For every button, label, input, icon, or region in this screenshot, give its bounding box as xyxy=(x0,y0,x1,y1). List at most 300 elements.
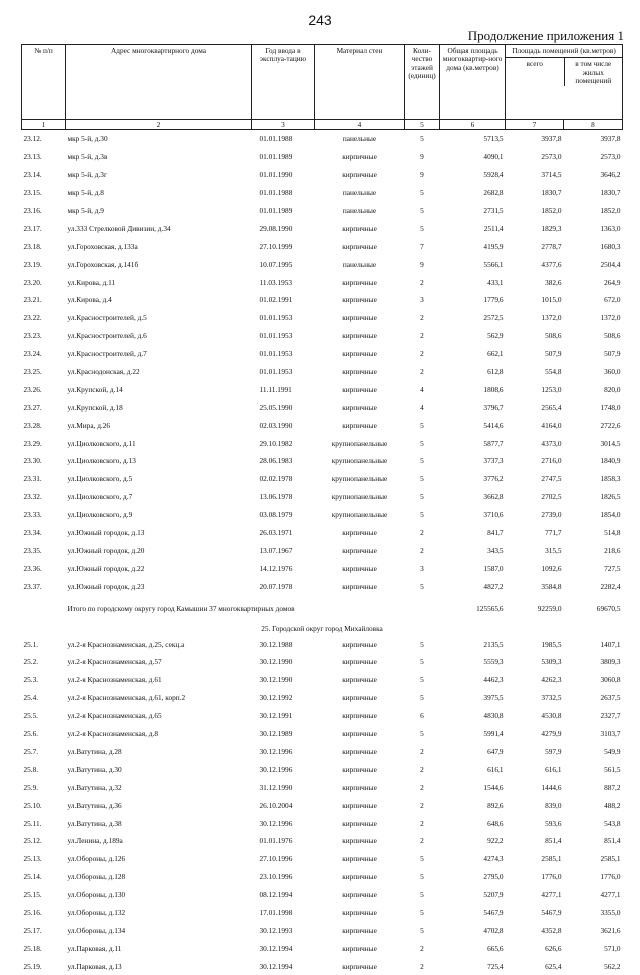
header-address: Адрес многоквартирного дома xyxy=(66,45,252,120)
row-floors: 2 xyxy=(420,313,424,323)
row-number: 23.28. xyxy=(23,420,42,430)
row-number: 25.15. xyxy=(23,890,42,900)
row-floors: 2 xyxy=(420,331,424,341)
row-address: ул.Циолковского, д.7 xyxy=(67,492,133,502)
row-area-all: 2716,0 xyxy=(541,456,562,466)
row-number: 23.24. xyxy=(23,349,42,359)
row-floors: 2 xyxy=(420,943,424,953)
row-area-all: 4377,6 xyxy=(541,259,562,269)
row-area-living: 1372,0 xyxy=(600,313,621,323)
row-area-living: 1858,3 xyxy=(600,474,621,484)
row-year: 20.07.1978 xyxy=(259,581,293,591)
row-address: ул.Обороны, д.126 xyxy=(67,854,126,864)
row-year: 27.10.1996 xyxy=(259,854,293,864)
header-premises: Площадь помещений (кв.метров) xyxy=(505,45,623,58)
row-area-all: 625,4 xyxy=(545,961,562,971)
row-address: мкр 5-й, д.8 xyxy=(67,188,104,198)
row-area-all: 2565,4 xyxy=(541,402,562,412)
row-material: кирпичные xyxy=(342,836,377,846)
row-year: 30.12.1988 xyxy=(259,639,293,649)
header-material: Материал стен xyxy=(315,45,405,120)
row-number: 25.4. xyxy=(23,693,39,703)
header-num: № п/п xyxy=(22,45,66,120)
row-floors: 5 xyxy=(420,438,424,448)
row-year: 01.01.1989 xyxy=(259,206,293,215)
row-area-living: 887,2 xyxy=(604,782,621,792)
row-area-all: 2778,7 xyxy=(541,241,562,251)
row-address: мкр 5-й, д.3в xyxy=(67,152,108,162)
row-area-living: 727,5 xyxy=(604,563,621,573)
section-title: 25. Городской округ город Михайловка xyxy=(261,623,383,633)
row-address: ул.Кирова, д.11 xyxy=(67,277,116,287)
row-floors: 2 xyxy=(420,277,424,287)
row-area-living: 1852,0 xyxy=(600,206,621,215)
table-row xyxy=(22,416,623,434)
table-row xyxy=(22,434,623,452)
row-number: 25.14. xyxy=(23,872,42,882)
row-area-all: 3732,5 xyxy=(541,693,562,703)
row-total-area: 4090,1 xyxy=(483,152,504,162)
row-area-all: 1015,0 xyxy=(541,295,562,305)
row-area-living: 1680,3 xyxy=(600,241,621,251)
row-floors: 5 xyxy=(420,420,424,430)
table-row xyxy=(22,743,623,761)
row-year: 13.06.1978 xyxy=(259,492,293,502)
row-area-all: 2585,1 xyxy=(541,854,562,864)
row-year: 30.12.1993 xyxy=(259,925,293,935)
row-material: кирпичные xyxy=(342,331,377,341)
row-number: 23.36. xyxy=(23,563,42,573)
row-area-all: 3714,5 xyxy=(541,170,562,180)
row-area-all: 626,6 xyxy=(545,943,562,953)
row-area-living: 3809,3 xyxy=(600,657,621,667)
row-area-all: 554,8 xyxy=(545,367,562,377)
total-living-sum: 69670,5 xyxy=(596,603,621,613)
row-floors: 5 xyxy=(420,134,424,144)
row-number: 23.15. xyxy=(23,188,42,198)
row-area-all: 616,1 xyxy=(545,764,562,774)
row-year: 08.12.1994 xyxy=(259,890,293,900)
row-year: 17.01.1998 xyxy=(259,907,293,917)
row-year: 03.08.1979 xyxy=(259,510,293,520)
row-area-living: 1407,1 xyxy=(600,639,621,649)
row-area-all: 2747,5 xyxy=(541,474,562,484)
table-row xyxy=(22,725,623,743)
row-address: ул.2-я Краснознаменская, д.61 xyxy=(67,675,162,685)
row-year: 30.12.1991 xyxy=(259,711,293,721)
row-area-all: 2739,0 xyxy=(541,510,562,520)
row-floors: 2 xyxy=(420,961,424,971)
row-area-all: 4262,3 xyxy=(541,675,562,685)
row-floors: 5 xyxy=(420,872,424,882)
table-row xyxy=(22,452,623,470)
table-row xyxy=(22,653,623,671)
row-address: ул.Гороховская, д.133а xyxy=(67,241,138,251)
row-year: 30.12.1996 xyxy=(259,818,293,828)
row-area-living: 1854,0 xyxy=(600,510,621,520)
row-number: 23.31. xyxy=(23,474,42,484)
row-number: 23.17. xyxy=(23,223,42,233)
row-address: ул.2-я Краснознаменская, д.65 xyxy=(67,711,162,721)
table-row xyxy=(22,939,623,957)
row-material: кирпичные xyxy=(342,402,377,412)
table-row xyxy=(22,635,623,653)
column-number: 5 xyxy=(405,120,440,130)
row-year: 30.12.1990 xyxy=(259,675,293,685)
row-address: ул.Крупской, д.18 xyxy=(67,402,123,412)
row-total-area: 4274,3 xyxy=(483,854,504,864)
row-year: 01.01.1953 xyxy=(259,367,293,377)
row-number: 25.2. xyxy=(23,657,39,667)
row-number: 25.6. xyxy=(23,729,39,739)
row-number: 25.17. xyxy=(23,925,42,935)
row-floors: 5 xyxy=(420,188,424,198)
row-address: ул.Парковая, д.13 xyxy=(67,961,122,971)
row-total-area: 1779,6 xyxy=(483,295,504,305)
row-year: 02.03.1990 xyxy=(259,420,293,430)
table-row xyxy=(22,814,623,832)
row-floors: 5 xyxy=(420,206,424,215)
row-area-living: 2327,7 xyxy=(600,711,621,721)
row-floors: 5 xyxy=(420,492,424,502)
table-row xyxy=(22,309,623,327)
row-area-living: 851,4 xyxy=(604,836,621,846)
row-year: 01.01.1990 xyxy=(259,170,293,180)
row-material: панельные xyxy=(342,188,377,198)
housing-table xyxy=(21,44,623,975)
table-row xyxy=(22,832,623,850)
column-number: 3 xyxy=(252,120,315,130)
row-number: 25.1. xyxy=(23,639,39,649)
row-floors: 9 xyxy=(420,259,424,269)
row-material: панельные xyxy=(342,259,377,269)
table-row xyxy=(22,886,623,904)
row-number: 25.12. xyxy=(23,836,42,846)
row-floors: 2 xyxy=(420,349,424,359)
row-area-living: 562,2 xyxy=(604,961,621,971)
row-number: 23.32. xyxy=(23,492,42,502)
row-number: 23.29. xyxy=(23,438,42,448)
row-material: кирпичные xyxy=(342,764,377,774)
row-floors: 5 xyxy=(420,729,424,739)
row-area-all: 508,6 xyxy=(545,331,562,341)
row-material: крупнопанельные xyxy=(331,492,388,502)
row-address: ул.Обороны, д.130 xyxy=(67,890,126,900)
row-area-living: 543,8 xyxy=(604,818,621,828)
table-row xyxy=(22,541,623,559)
row-address: ул.2-я Краснознаменская, д.25, секц.а xyxy=(67,639,185,649)
row-year: 26.10.2004 xyxy=(259,800,293,810)
row-total-area: 3776,2 xyxy=(483,474,504,484)
table-row xyxy=(22,957,623,975)
row-total-area: 5991,4 xyxy=(483,729,504,739)
continuation-label: Продолжение приложения 1 xyxy=(467,28,624,43)
row-address: ул.Ватутина, д.30 xyxy=(67,764,122,774)
column-number: 8 xyxy=(564,120,623,130)
row-material: кирпичные xyxy=(342,925,377,935)
row-number: 23.37. xyxy=(23,581,42,591)
row-total-area: 4702,8 xyxy=(483,925,504,935)
row-area-living: 1830,7 xyxy=(600,188,621,198)
row-address: мкр 5-й, д.3г xyxy=(67,170,107,180)
row-year: 01.01.1953 xyxy=(259,331,293,341)
row-area-living: 2637,5 xyxy=(600,693,621,703)
row-address: ул.Обороны, д.132 xyxy=(67,907,126,917)
row-year: 23.10.1996 xyxy=(259,872,293,882)
row-number: 23.16. xyxy=(23,206,42,215)
total-area-sum: 125565,6 xyxy=(476,603,504,613)
table-row xyxy=(22,380,623,398)
column-number: 4 xyxy=(315,120,405,130)
header-row xyxy=(22,45,623,120)
row-year: 01.01.1976 xyxy=(259,836,293,846)
row-material: кирпичные xyxy=(342,746,377,756)
row-address: ул.Ватутина, д.36 xyxy=(67,800,122,810)
row-floors: 2 xyxy=(420,367,424,377)
row-number: 23.19. xyxy=(23,259,42,269)
row-floors: 5 xyxy=(420,657,424,667)
row-area-all: 597,9 xyxy=(545,746,562,756)
row-address: ул.Ватутина, д.32 xyxy=(67,782,122,792)
table-row xyxy=(22,148,623,166)
row-floors: 5 xyxy=(420,639,424,649)
row-floors: 2 xyxy=(420,545,424,555)
row-area-living: 2722,6 xyxy=(600,420,621,430)
row-area-living: 488,2 xyxy=(604,800,621,810)
row-address: ул.Краснодонская, д.22 xyxy=(67,367,140,377)
row-floors: 5 xyxy=(420,925,424,935)
row-area-all: 4279,9 xyxy=(541,729,562,739)
row-address: ул.Ватутина, д.38 xyxy=(67,818,122,828)
row-area-all: 4277,1 xyxy=(541,890,562,900)
table-row xyxy=(22,398,623,416)
table-row xyxy=(22,577,623,595)
row-area-living: 264,9 xyxy=(604,277,621,287)
row-total-area: 4195,9 xyxy=(483,241,504,251)
row-total-area: 5928,4 xyxy=(483,170,504,180)
row-address: ул.Циолковского, д.13 xyxy=(67,456,136,466)
row-total-area: 3737,3 xyxy=(483,456,504,466)
row-address: ул.Ленина, д.189а xyxy=(67,836,123,846)
row-total-area: 5877,7 xyxy=(483,438,504,448)
row-total-area: 3710,6 xyxy=(483,510,504,520)
row-area-living: 3621,6 xyxy=(600,925,621,935)
row-material: крупнопанельные xyxy=(331,474,388,484)
row-floors: 2 xyxy=(420,528,424,538)
row-material: панельные xyxy=(342,134,377,144)
row-year: 01.01.1989 xyxy=(259,152,293,162)
row-total-area: 616,1 xyxy=(487,764,504,774)
row-number: 23.34. xyxy=(23,528,42,538)
row-area-living: 3646,2 xyxy=(600,170,621,180)
row-floors: 5 xyxy=(420,907,424,917)
row-total-area: 3975,5 xyxy=(483,693,504,703)
row-material: кирпичные xyxy=(342,528,377,538)
row-area-living: 514,8 xyxy=(604,528,621,538)
row-area-living: 820,0 xyxy=(604,384,621,394)
table-row xyxy=(22,130,623,148)
row-material: кирпичные xyxy=(342,675,377,685)
total-label: Итого по городскому округу город Камышин 37 многоквартирных домов xyxy=(67,603,295,613)
row-area-all: 3584,8 xyxy=(541,581,562,591)
row-floors: 2 xyxy=(420,764,424,774)
row-year: 02.02.1978 xyxy=(259,474,293,484)
row-address: ул.333 Стрелковой Дивизии, д.34 xyxy=(67,223,171,233)
row-area-all: 1444,6 xyxy=(541,782,562,792)
row-area-all: 3937,8 xyxy=(541,134,562,144)
row-area-all: 1092,6 xyxy=(541,563,562,573)
row-year: 14.12.1976 xyxy=(259,563,293,573)
row-address: ул.Крупской, д.14 xyxy=(67,384,123,394)
row-total-area: 4830,8 xyxy=(483,711,504,721)
row-total-area: 922,2 xyxy=(487,836,504,846)
section-row xyxy=(22,621,623,635)
table-row xyxy=(22,707,623,725)
row-total-area: 2135,5 xyxy=(483,639,504,649)
row-number: 23.30. xyxy=(23,456,42,466)
row-year: 28.06.1983 xyxy=(259,456,293,466)
row-year: 01.01.1953 xyxy=(259,349,293,359)
row-total-area: 662,1 xyxy=(487,349,504,359)
row-year: 10.07.1995 xyxy=(259,259,293,269)
row-number: 25.18. xyxy=(23,943,42,953)
table-row xyxy=(22,778,623,796)
row-area-living: 1776,0 xyxy=(600,872,621,882)
row-number: 25.16. xyxy=(23,907,42,917)
row-material: кирпичные xyxy=(342,295,377,305)
row-material: кирпичные xyxy=(342,545,377,555)
row-address: ул.Кирова, д.4 xyxy=(67,295,112,305)
row-number: 25.3. xyxy=(23,675,39,685)
row-total-area: 2572,5 xyxy=(483,313,504,323)
row-area-all: 1852,0 xyxy=(541,206,562,215)
row-area-all: 382,6 xyxy=(545,277,562,287)
row-number: 25.5. xyxy=(23,711,39,721)
row-total-area: 647,9 xyxy=(487,746,504,756)
row-number: 23.35. xyxy=(23,545,42,555)
header-total-area: Общая площадь многоквартир-ного дома (кв.метров) xyxy=(440,45,506,120)
row-number: 23.22. xyxy=(23,313,42,323)
row-floors: 9 xyxy=(420,170,424,180)
row-material: кирпичные xyxy=(342,872,377,882)
row-area-living: 508,6 xyxy=(604,331,621,341)
row-material: кирпичные xyxy=(342,711,377,721)
row-area-living: 2282,4 xyxy=(600,581,621,591)
header-floors: Коли-чество этажей (единиц) xyxy=(405,45,440,120)
row-floors: 5 xyxy=(420,890,424,900)
row-year: 30.12.1994 xyxy=(259,943,293,953)
row-floors: 7 xyxy=(420,241,424,251)
row-material: кирпичные xyxy=(342,349,377,359)
row-area-living: 4277,1 xyxy=(600,890,621,900)
row-total-area: 4462,3 xyxy=(483,675,504,685)
row-area-living: 2585,1 xyxy=(600,854,621,864)
row-material: кирпичные xyxy=(342,943,377,953)
row-number: 23.18. xyxy=(23,241,42,251)
row-floors: 2 xyxy=(420,782,424,792)
row-year: 01.01.1953 xyxy=(259,313,293,323)
row-year: 30.12.1989 xyxy=(259,729,293,739)
row-material: кирпичные xyxy=(342,657,377,667)
row-material: кирпичные xyxy=(342,729,377,739)
row-total-area: 3662,8 xyxy=(483,492,504,502)
row-floors: 2 xyxy=(420,800,424,810)
row-area-all: 315,5 xyxy=(545,545,562,555)
row-area-living: 2573,0 xyxy=(600,152,621,162)
row-total-area: 5566,1 xyxy=(483,259,504,269)
row-floors: 4 xyxy=(420,384,424,394)
row-number: 23.14. xyxy=(23,170,42,180)
row-total-area: 665,6 xyxy=(487,943,504,953)
row-floors: 4 xyxy=(420,402,424,412)
row-total-area: 2731,5 xyxy=(483,206,504,215)
row-area-living: 507,9 xyxy=(604,349,621,359)
row-material: кирпичные xyxy=(342,890,377,900)
column-number-row xyxy=(22,120,623,130)
row-total-area: 2511,4 xyxy=(483,223,504,233)
row-address: ул.2-я Краснознаменская, д.61, корп.2 xyxy=(67,693,186,703)
row-area-all: 1776,0 xyxy=(541,872,562,882)
row-floors: 5 xyxy=(420,581,424,591)
row-address: ул.Южный городок, д.13 xyxy=(67,528,145,538)
row-area-living: 571,0 xyxy=(604,943,621,953)
table-row xyxy=(22,760,623,778)
row-total-area: 5467,9 xyxy=(483,907,504,917)
row-address: ул.Ватутина, д.28 xyxy=(67,746,122,756)
row-area-all: 4164,0 xyxy=(541,420,562,430)
row-material: кирпичные xyxy=(342,961,377,971)
row-floors: 5 xyxy=(420,510,424,520)
row-area-living: 218,6 xyxy=(604,545,621,555)
row-year: 01.01.1988 xyxy=(259,188,293,198)
table-row xyxy=(22,506,623,524)
row-year: 01.01.1988 xyxy=(259,134,293,144)
table-row xyxy=(22,850,623,868)
row-address: ул.Обороны, д.134 xyxy=(67,925,126,935)
table-row xyxy=(22,184,623,202)
row-year: 26.03.1971 xyxy=(259,528,293,538)
row-area-all: 851,4 xyxy=(545,836,562,846)
row-material: кирпичные xyxy=(342,420,377,430)
row-number: 23.26. xyxy=(23,384,42,394)
total-all-sum: 92259,0 xyxy=(537,603,562,613)
row-area-all: 4373,0 xyxy=(541,438,562,448)
table-row xyxy=(22,345,623,363)
row-area-living: 3355,0 xyxy=(600,907,621,917)
row-material: крупнопанельные xyxy=(331,438,388,448)
table-row xyxy=(22,166,623,184)
row-area-all: 2702,5 xyxy=(541,492,562,502)
row-floors: 3 xyxy=(420,563,424,573)
row-number: 25.13. xyxy=(23,854,42,864)
row-number: 25.10. xyxy=(23,800,42,810)
row-floors: 2 xyxy=(420,818,424,828)
row-floors: 2 xyxy=(420,746,424,756)
row-material: кирпичные xyxy=(342,367,377,377)
row-floors: 5 xyxy=(420,456,424,466)
row-floors: 5 xyxy=(420,474,424,484)
row-material: крупнопанельные xyxy=(331,456,388,466)
row-material: кирпичные xyxy=(342,241,377,251)
row-year: 13.07.1967 xyxy=(259,545,293,555)
row-total-area: 562,9 xyxy=(487,331,504,341)
row-total-area: 5559,3 xyxy=(483,657,504,667)
row-floors: 9 xyxy=(420,152,424,162)
row-total-area: 2682,8 xyxy=(483,188,504,198)
row-area-living: 3937,8 xyxy=(600,134,621,144)
row-address: ул.Красностроителей, д.6 xyxy=(67,331,147,341)
row-address: ул.Циолковского, д.11 xyxy=(67,438,136,448)
